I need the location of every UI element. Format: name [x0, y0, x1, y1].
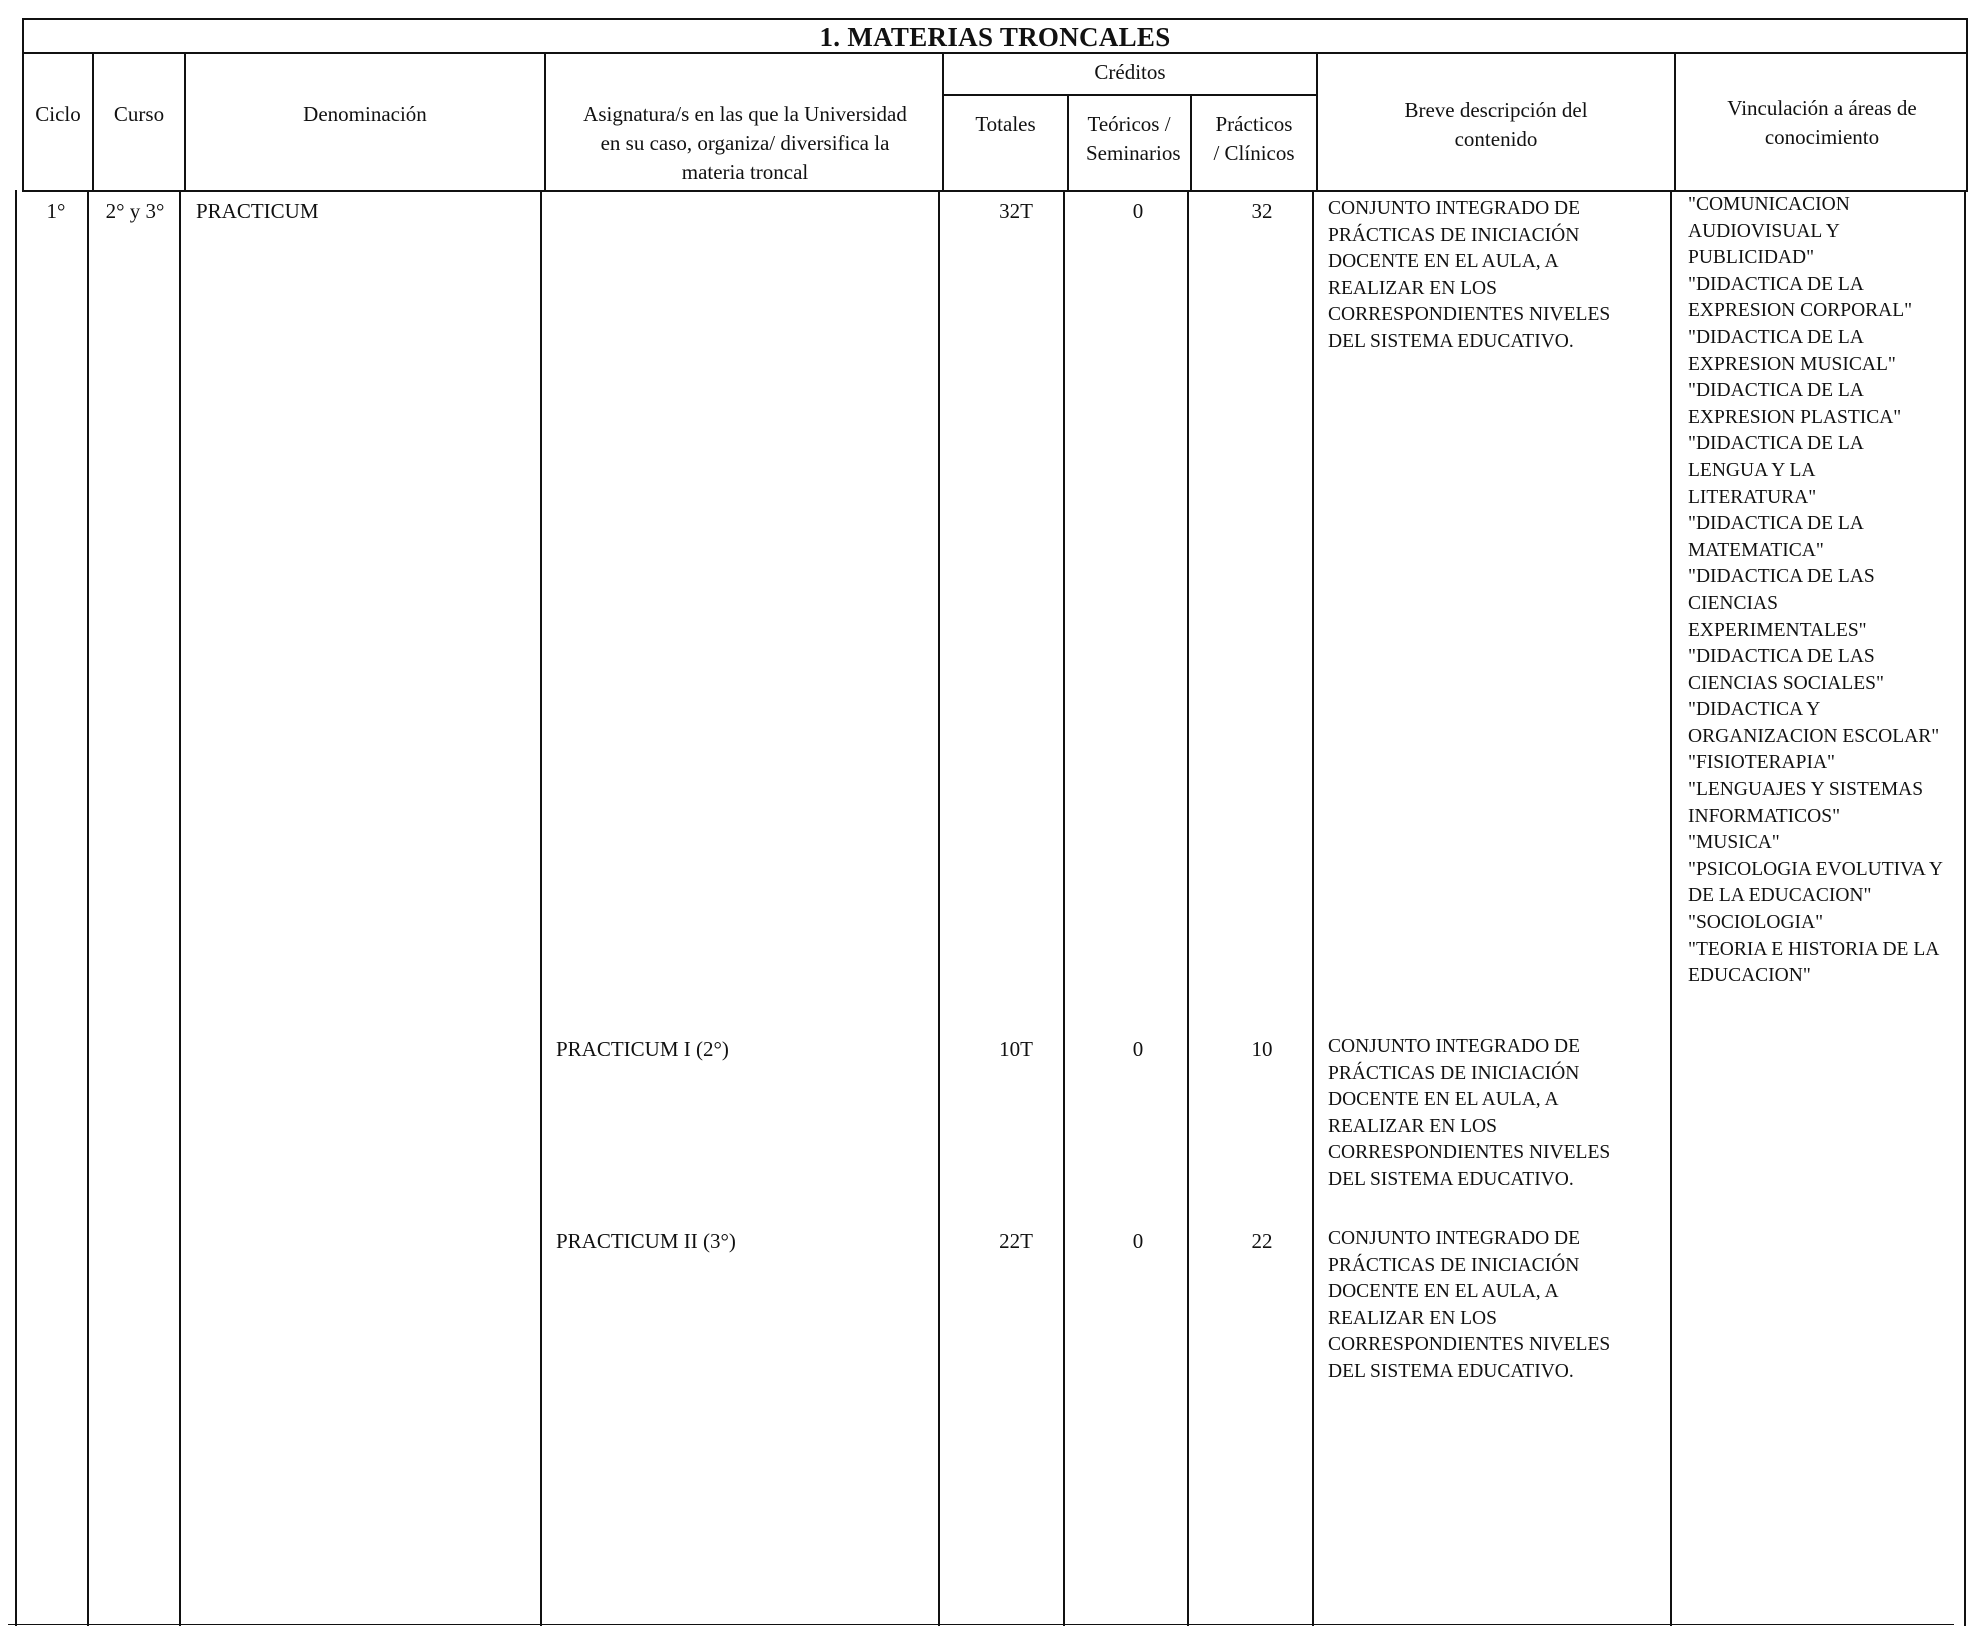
header-creditos: Créditos — [1094, 60, 1166, 84]
area-line: EDUCACION" — [1688, 965, 1811, 987]
body-border-ciclo — [87, 190, 89, 1626]
area-line: "DIDACTICA DE LA — [1688, 433, 1864, 455]
table-bottom-border — [8, 1624, 1954, 1625]
area-line: LITERATURA" — [1688, 486, 1817, 508]
area-line: "DIDACTICA DE LA — [1688, 380, 1864, 402]
body-border-left — [15, 190, 17, 1626]
row3-totales: 22T — [999, 1229, 1033, 1253]
body-border-asignatura — [938, 190, 940, 1626]
area-line: MATEMATICA" — [1688, 539, 1824, 561]
area-line: LENGUA Y LA — [1688, 459, 1816, 481]
row2-totales: 10T — [999, 1037, 1033, 1061]
area-line: "DIDACTICA DE LAS — [1688, 646, 1875, 668]
table-title: 1. MATERIAS TRONCALES — [819, 22, 1171, 52]
col-border-practicos — [1316, 52, 1318, 192]
header-bottom-border — [22, 190, 1968, 192]
area-line: EXPRESION MUSICAL" — [1688, 353, 1896, 375]
area-line: "DIDACTICA DE LAS — [1688, 566, 1875, 588]
header-denominacion: Denominación — [303, 102, 427, 126]
area-line: INFORMATICOS" — [1688, 805, 1841, 827]
area-line: "MUSICA" — [1688, 832, 1780, 854]
body-border-right — [1964, 190, 1966, 1626]
row2-practicos: 10 — [1251, 1037, 1273, 1061]
row3-teoricos: 0 — [1132, 1229, 1144, 1253]
col-border-descripcion — [1674, 52, 1676, 192]
row1-ciclo: 1° — [46, 199, 66, 223]
col-border-teoricos — [1190, 94, 1192, 192]
row2-teoricos: 0 — [1132, 1037, 1144, 1061]
header-totales: Totales — [975, 112, 1036, 136]
area-line: "LENGUAJES Y SISTEMAS — [1688, 779, 1924, 801]
area-line: "DIDACTICA DE LA — [1688, 326, 1864, 348]
area-line: ORGANIZACION ESCOLAR" — [1688, 725, 1940, 747]
area-line: DE LA EDUCACION" — [1688, 885, 1872, 907]
area-line: CIENCIAS SOCIALES" — [1688, 672, 1884, 694]
header-practicos: Prácticos / Clínicos — [1213, 112, 1295, 165]
area-line: AUDIOVISUAL Y — [1688, 220, 1840, 242]
row3-asignatura: PRACTICUM II (3°) — [556, 1229, 736, 1253]
area-line: "FISIOTERAPIA" — [1688, 752, 1836, 774]
area-line: EXPRESION PLASTICA" — [1688, 406, 1902, 428]
table-top-border — [22, 18, 1968, 20]
area-line: "DIDACTICA DE LA — [1688, 513, 1864, 535]
body-border-practicos — [1312, 190, 1314, 1626]
area-line: CIENCIAS — [1688, 592, 1778, 614]
row1-denominacion: PRACTICUM — [196, 199, 319, 223]
creditos-separator — [942, 94, 1316, 96]
area-line: "TEORIA E HISTORIA DE LA — [1688, 938, 1940, 960]
col-border-denominacion — [544, 52, 546, 192]
body-border-curso — [179, 190, 181, 1626]
row3-descripcion: CONJUNTO INTEGRADO DE PRÁCTICAS DE INICIACIÓN DOCENTE EN EL AULA, A REALIZAR EN LOS CORRESPONDIENTES NIVELES DEL SISTEMA EDUCATIVO. — [1328, 1228, 1611, 1382]
row1-practicos: 32 — [1251, 199, 1273, 223]
row1-teoricos: 0 — [1132, 199, 1144, 223]
header-curso: Curso — [113, 102, 165, 126]
area-line: EXPRESION CORPORAL" — [1688, 300, 1913, 322]
header-vinculacion: Vinculación a áreas de conocimiento — [1727, 96, 1917, 149]
header-descripcion: Breve descripción del contenido — [1404, 98, 1588, 151]
body-border-teoricos — [1187, 190, 1189, 1626]
area-line: "SOCIOLOGIA" — [1688, 912, 1824, 934]
header-teoricos: Teóricos / Seminarios — [1086, 112, 1181, 165]
area-line: PUBLICIDAD" — [1688, 247, 1815, 269]
troncales-table — [22, 18, 1968, 1628]
header-asignaturas: Asignatura/s en las que la Universidad en su caso, organiza/ diversifica la materia troncal — [583, 102, 907, 184]
row3-practicos: 22 — [1251, 1229, 1273, 1253]
area-line: "DIDACTICA Y — [1688, 699, 1821, 721]
row1-totales: 32T — [999, 199, 1033, 223]
row2-asignatura: PRACTICUM I (2°) — [556, 1037, 729, 1061]
body-border-totales — [1063, 190, 1065, 1626]
area-line: "PSICOLOGIA EVOLUTIVA Y — [1688, 858, 1943, 880]
row2-descripcion: CONJUNTO INTEGRADO DE PRÁCTICAS DE INICIACIÓN DOCENTE EN EL AULA, A REALIZAR EN LOS CORRESPONDIENTES NIVELES DEL SISTEMA EDUCATIVO. — [1328, 1036, 1611, 1190]
header-ciclo: Ciclo — [35, 102, 81, 126]
col-border-totales — [1067, 94, 1069, 192]
areas-list — [1688, 192, 1964, 990]
body-border-denominacion — [540, 190, 542, 1626]
body-border-descripcion — [1670, 190, 1672, 1626]
area-line: EXPERIMENTALES" — [1688, 619, 1867, 641]
row1-descripcion: CONJUNTO INTEGRADO DE PRÁCTICAS DE INICIACIÓN DOCENTE EN EL AULA, A REALIZAR EN LOS CORRESPONDIENTES NIVELES DEL SISTEMA EDUCATIVO. — [1328, 198, 1611, 352]
row1-curso: 2° y 3° — [105, 199, 165, 223]
area-line: "COMUNICACION — [1688, 194, 1850, 215]
area-line: "DIDACTICA DE LA — [1688, 273, 1864, 295]
